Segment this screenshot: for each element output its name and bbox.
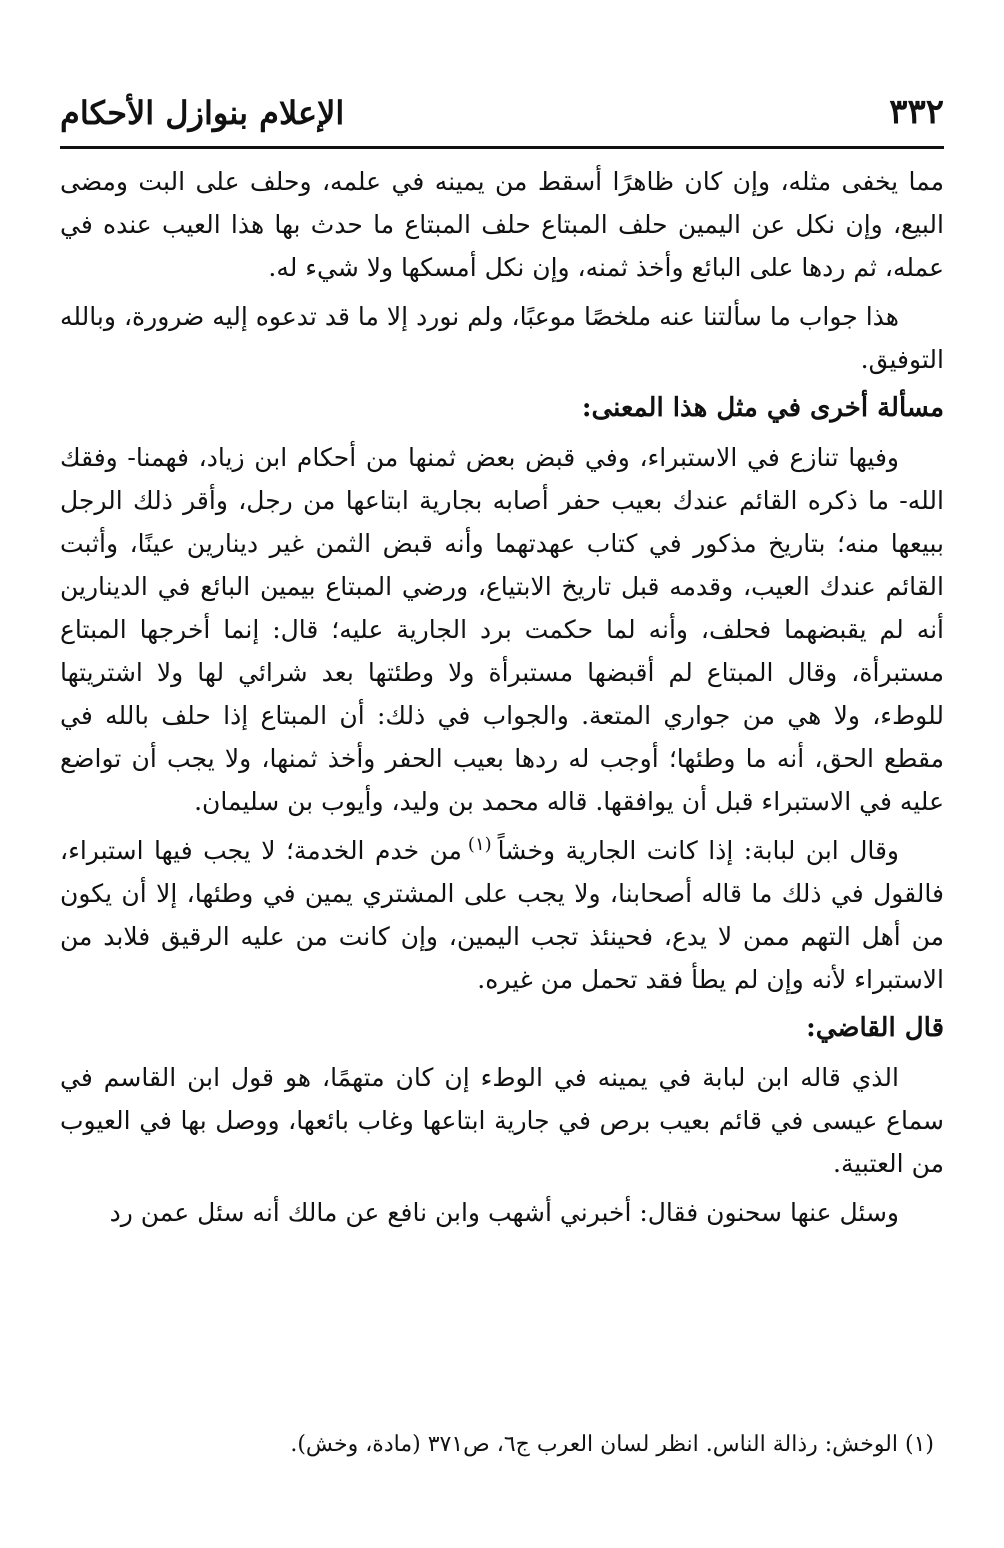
footnote-reference: (١) [467, 833, 492, 855]
main-text [60, 160, 944, 1240]
paragraph-text: وقال ابن لبابة: إذا كانت الجارية وخشاً [497, 836, 899, 865]
header-rule [60, 146, 944, 149]
paragraph: وسئل عنها سحنون فقال: أخبرني أشهب وابن نافع عن مالك أنه سئل عمن رد [109, 1198, 899, 1227]
paragraph-text: من خدم الخدمة؛ لا يجب فيها استبراء، فالقول في ذلك ما قاله أصحابنا، ولا يجب على المشتري يمين في وطئها، إلا أن يكون من أهل التهم ممن لا يدع، فحينئذ تجب اليمين، وإن كانت من عليه الرقيق فلابد من الاستبراء لأنه وإن لم يطأ فقد تحمل من غيره. [60, 836, 944, 994]
section-heading: مسألة أخرى في مثل هذا المعنى: [581, 393, 944, 423]
page-number: ٣٣٢ [889, 92, 944, 132]
section-heading: قال القاضي: [806, 1013, 944, 1043]
paragraph [60, 829, 944, 1001]
paragraph: وفيها تنازع في الاستبراء، وفي قبض بعض ثمنها من أحكام ابن زياد، فهمنا- وفقك الله- ما ذكره القائم عندك بعيب حفر أصابه بجارية ابتاعها من رجل، وأقر ذلك الرجل ببيعها منه؛ بتاريخ مذكور في كتاب عهدتهما وأنه قبض الثمن غير دينارين عينًا، وأثبت القائم عندك العيب، وقدمه قبل تاريخ الابتياع، ورضي المبتاع بيمين البائع في الدينارين أنه لم يقبضهما فحلف، وأنه لما حكمت برد الجارية عليه؛ قال: إنما أخرجها المبتاع مستبرأة، وقال المبتاع لم أقبضها مستبرأة ولا وطئتها بعد شرائي لها ولا اشتريتها للوطء، ولا هي من جواري المتعة. والجواب في ذلك: أن المبتاع إذا حلف بالله في مقطع الحق، أنه ما وطئها؛ أوجب له ردها بعيب الحفر وأخذ ثمنها، ولا يجب أن تواضع عليه في الاستبراء قبل أن يوافقها. قاله محمد بن وليد، وأيوب بن سليمان. [60, 443, 944, 816]
page-header [60, 70, 944, 140]
footnote: (١) الوخش: رذالة الناس. انظر لسان العرب ج٦، ص٣٧١ (مادة، وخش). [290, 1432, 934, 1457]
paragraph: هذا جواب ما سألتنا عنه ملخصًا موعبًا، ولم نورد إلا ما قد تدعوه إليه ضرورة، وبالله التوفيق. [60, 302, 944, 374]
paragraph: مما يخفى مثله، وإن كان ظاهرًا أسقط من يمينه في علمه، وحلف على البت ومضى البيع، وإن نكل عن اليمين حلف المبتاع حلف المبتاع ما حدث بها هذا العيب عنده في عمله، ثم ردها على البائع وأخذ ثمنه، وإن نكل أمسكها ولا شيء له. [60, 167, 944, 282]
paragraph: الذي قاله ابن لبابة في يمينه في الوطء إن كان متهمًا، هو قول ابن القاسم في سماع عيسى في قائم بعيب برص في جارية ابتاعها وغاب بائعها، ووصل بها في العيوب من العتبية. [60, 1063, 944, 1178]
running-title: الإعلام بنوازل الأحكام [60, 94, 345, 132]
